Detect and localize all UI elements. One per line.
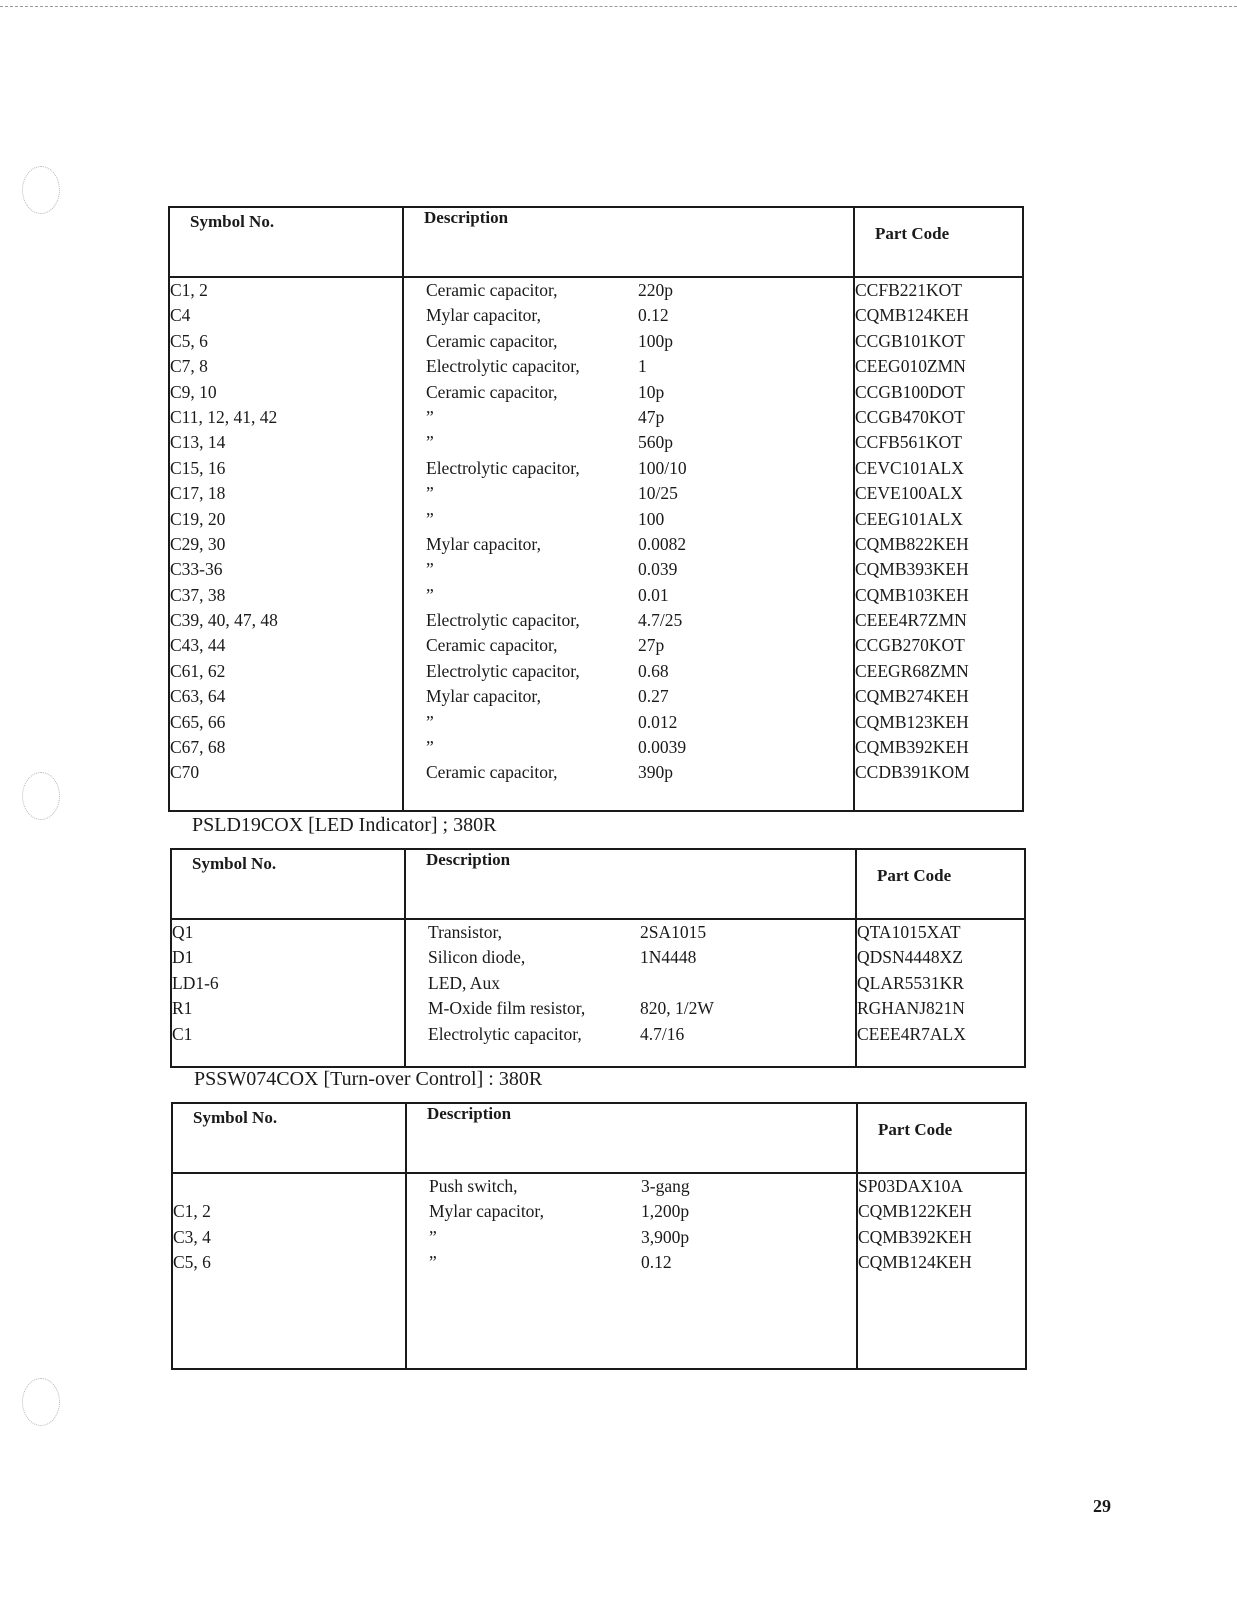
scan-edge-line (0, 6, 1237, 7)
description-value: 2SA1015 (640, 922, 707, 942)
part-code-cell: QLAR5531KR (857, 972, 964, 993)
symbol-cell: C4 (170, 305, 191, 326)
description-value: 1N4448 (640, 947, 697, 968)
description-value: 390p (638, 762, 673, 783)
description-name: Electrolytic capacitor, (426, 610, 580, 631)
description-name: Ceramic capacitor, (426, 635, 558, 656)
part-code-cell: CCFB561KOT (855, 432, 962, 453)
symbol-cell: C19, 20 (170, 508, 226, 529)
description-name: Push switch, (429, 1176, 518, 1196)
page-number: 29 (1093, 1496, 1111, 1516)
description-row (404, 507, 853, 532)
part-code-cell: CQMB103KEH (855, 584, 969, 605)
description-name: ” (426, 584, 434, 605)
symbol-cell: C9, 10 (170, 381, 217, 402)
description-name: Electrolytic capacitor, (426, 457, 580, 478)
punch-hole-mark (22, 772, 60, 820)
part-code-cell: CEEG010ZMN (855, 356, 966, 377)
part-code-cell: CEVC101ALX (855, 457, 964, 478)
description-value: 0.0039 (638, 737, 687, 758)
part-code-cell: CQMB123KEH (855, 711, 969, 732)
description-value: 0.0082 (638, 533, 687, 554)
description-value: 0.012 (638, 711, 678, 732)
part-code-cell: CQMB124KEH (855, 305, 969, 326)
description-row (406, 996, 855, 1021)
description-value: 4.7/25 (638, 610, 683, 631)
description-row (404, 735, 853, 760)
description-value: 0.68 (638, 660, 669, 681)
description-value: 560p (638, 432, 673, 453)
description-row (404, 684, 853, 709)
description-column (403, 277, 854, 811)
part-code-cell: QTA1015XAT (857, 922, 961, 942)
description-column (406, 1173, 857, 1369)
part-code-cell: CCGB270KOT (855, 635, 965, 656)
description-row (404, 532, 853, 557)
section-title-led-indicator: PSLD19COX [LED Indicator] ; 380R (192, 814, 497, 836)
description-row (406, 945, 855, 970)
description-value: 220p (638, 280, 673, 300)
description-value: 3,900p (641, 1226, 690, 1247)
part-code-cell: CCFB221KOT (855, 280, 962, 300)
symbol-cell: C17, 18 (170, 483, 226, 504)
description-value: 3-gang (641, 1176, 690, 1196)
symbol-cell: Q1 (172, 922, 194, 942)
description-name: ” (426, 737, 434, 758)
description-value: 820, 1/2W (640, 998, 714, 1019)
column-header-part-code: Part Code (857, 1103, 1026, 1173)
section-title-turn-over-control: PSSW074COX [Turn-over Control] : 380R (194, 1068, 543, 1090)
column-header-part-code: Part Code (856, 849, 1025, 919)
symbol-cell: C5, 6 (170, 330, 208, 351)
part-code-cell: CQMB392KEH (855, 737, 969, 758)
symbol-cell: C13, 14 (170, 432, 226, 453)
description-row (406, 1022, 855, 1047)
part-code-cell: CEVE100ALX (855, 483, 963, 504)
symbol-column (169, 277, 403, 811)
symbol-cell: C65, 66 (170, 711, 226, 732)
description-name: Mylar capacitor, (426, 533, 541, 554)
parts-table-turn-over-control (171, 1102, 1027, 1370)
description-value: 100 (638, 508, 665, 529)
part-code-cell: CQMB393KEH (855, 559, 969, 580)
description-row (404, 430, 853, 455)
part-code-cell: CQMB392KEH (858, 1226, 972, 1247)
description-row (404, 481, 853, 506)
description-row (404, 583, 853, 608)
description-name: Mylar capacitor, (426, 686, 541, 707)
part-code-cell: CEEG101ALX (855, 508, 963, 529)
column-header-description: Description (406, 1103, 857, 1173)
punch-hole-mark (22, 166, 60, 214)
column-header-symbol: Symbol No. (171, 849, 405, 919)
symbol-cell: C1, 2 (170, 280, 208, 300)
column-header-symbol: Symbol No. (172, 1103, 406, 1173)
part-code-column (854, 277, 1023, 811)
description-name: Ceramic capacitor, (426, 762, 558, 783)
description-row (407, 1225, 856, 1250)
description-row (404, 278, 853, 303)
description-value: 47p (638, 406, 665, 427)
symbol-cell: C70 (170, 762, 200, 783)
parts-table-main (168, 206, 1024, 812)
description-name: ” (429, 1252, 437, 1273)
description-name: Mylar capacitor, (429, 1201, 544, 1222)
description-row (404, 659, 853, 684)
description-name: Electrolytic capacitor, (426, 356, 580, 377)
symbol-column (171, 919, 405, 1067)
symbol-cell: C37, 38 (170, 584, 226, 605)
symbol-cell: C5, 6 (173, 1252, 211, 1273)
symbol-cell: C43, 44 (170, 635, 226, 656)
description-row (406, 971, 855, 996)
description-value: 0.27 (638, 686, 669, 707)
symbol-cell: C15, 16 (170, 457, 226, 478)
description-value: 100/10 (638, 457, 687, 478)
description-value: 100p (638, 330, 673, 351)
part-code-column (857, 1173, 1026, 1369)
description-row (404, 405, 853, 430)
description-name: ” (426, 508, 434, 529)
description-row (404, 354, 853, 379)
description-name: LED, Aux (428, 972, 500, 993)
description-name: ” (426, 483, 434, 504)
symbol-cell: R1 (172, 998, 193, 1019)
part-code-cell: SP03DAX10A (858, 1176, 964, 1196)
column-header-part-code: Part Code (854, 207, 1023, 277)
description-name: Silicon diode, (428, 947, 526, 968)
part-code-cell: CCGB470KOT (855, 406, 965, 427)
description-row (407, 1174, 856, 1199)
part-code-cell: CEEE4R7ALX (857, 1023, 966, 1044)
description-row (404, 303, 853, 328)
symbol-cell: C33-36 (170, 559, 223, 580)
description-name: ” (426, 711, 434, 732)
symbol-cell: C63, 64 (170, 686, 226, 707)
description-name: Mylar capacitor, (426, 305, 541, 326)
description-row (407, 1199, 856, 1224)
description-name: Ceramic capacitor, (426, 330, 558, 351)
description-row (404, 608, 853, 633)
symbol-cell: C1, 2 (173, 1201, 211, 1222)
description-row (404, 760, 853, 785)
description-row (404, 557, 853, 582)
description-name: Transistor, (428, 922, 503, 942)
description-name: ” (426, 559, 434, 580)
symbol-cell: LD1-6 (172, 972, 219, 993)
description-value: 1,200p (641, 1201, 690, 1222)
description-name: ” (429, 1226, 437, 1247)
description-name: Electrolytic capacitor, (426, 660, 580, 681)
column-header-description: Description (403, 207, 854, 277)
description-name: Electrolytic capacitor, (428, 1023, 582, 1044)
description-value: 10p (638, 381, 665, 402)
part-code-cell: CCGB101KOT (855, 330, 965, 351)
punch-hole-mark (22, 1378, 60, 1426)
symbol-cell: C1 (172, 1023, 193, 1044)
description-value: 10/25 (638, 483, 678, 504)
part-code-cell: CEEGR68ZMN (855, 660, 969, 681)
description-name: ” (426, 406, 434, 427)
description-value: 0.01 (638, 584, 669, 605)
column-header-description: Description (405, 849, 856, 919)
description-name: Ceramic capacitor, (426, 381, 558, 402)
column-header-symbol: Symbol No. (169, 207, 403, 277)
description-row (404, 456, 853, 481)
parts-table-led-indicator (170, 848, 1026, 1068)
description-row (404, 329, 853, 354)
symbol-cell: C3, 4 (173, 1226, 211, 1247)
description-row (404, 710, 853, 735)
description-value: 1 (638, 356, 647, 377)
part-code-cell: CQMB124KEH (858, 1252, 972, 1273)
description-name: Ceramic capacitor, (426, 280, 558, 300)
description-name: M-Oxide film resistor, (428, 998, 586, 1019)
part-code-cell: CEEE4R7ZMN (855, 610, 967, 631)
description-value: 0.12 (638, 305, 669, 326)
description-value: 4.7/16 (640, 1023, 685, 1044)
description-row (404, 633, 853, 658)
symbol-cell: D1 (172, 947, 194, 968)
symbol-cell: C29, 30 (170, 533, 226, 554)
description-column (405, 919, 856, 1067)
symbol-cell (173, 1174, 405, 1199)
description-value: 0.039 (638, 559, 678, 580)
part-code-cell: CQMB822KEH (855, 533, 969, 554)
symbol-column (172, 1173, 406, 1369)
part-code-cell: QDSN4448XZ (857, 947, 963, 968)
description-value (640, 971, 855, 996)
symbol-cell: C67, 68 (170, 737, 226, 758)
part-code-cell: CQMB274KEH (855, 686, 969, 707)
symbol-cell: C7, 8 (170, 356, 208, 377)
description-name: ” (426, 432, 434, 453)
symbol-cell: C61, 62 (170, 660, 226, 681)
part-code-cell: CCDB391KOM (855, 762, 970, 783)
description-value: 27p (638, 635, 665, 656)
symbol-cell: C39, 40, 47, 48 (170, 610, 278, 631)
description-row (407, 1250, 856, 1275)
description-row (406, 920, 855, 945)
description-value: 0.12 (641, 1252, 672, 1273)
part-code-cell: CQMB122KEH (858, 1201, 972, 1222)
part-code-cell: RGHANJ821N (857, 998, 965, 1019)
description-row (404, 380, 853, 405)
symbol-cell: C11, 12, 41, 42 (170, 406, 278, 427)
part-code-cell: CCGB100DOT (855, 381, 965, 402)
part-code-column (856, 919, 1025, 1067)
